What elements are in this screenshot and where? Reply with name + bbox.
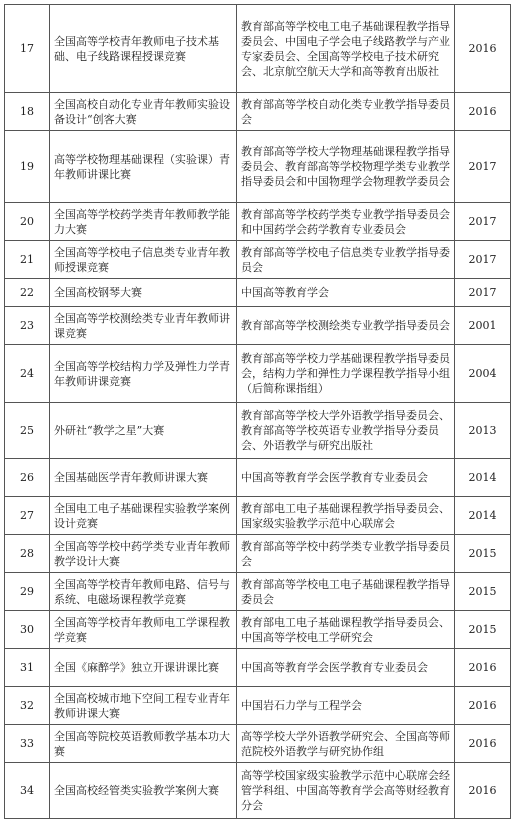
competition-name: 全国高等学校中药学类专业青年教师教学设计大赛: [50, 535, 237, 573]
start-year: 2015: [455, 611, 511, 649]
organizer: 教育部高等学校测绘类专业教学指导委员会: [237, 307, 455, 345]
row-number: 32: [5, 687, 50, 725]
start-year: 2015: [455, 573, 511, 611]
start-year: 2014: [455, 497, 511, 535]
competition-name: 全国高等学校药学类青年教师教学能力大赛: [50, 203, 237, 241]
competition-name: 全国高等院校英语教师教学基本功大赛: [50, 725, 237, 763]
row-number: 21: [5, 241, 50, 279]
organizer: 教育部高等学校中药学类专业教学指导委员会: [237, 535, 455, 573]
start-year: 2016: [455, 725, 511, 763]
organizer: 教育部高等学校大学物理基础课程教学指导委员会、教育部高等学校物理学类专业教学指导委员会和中国物理学会物理教学委员会: [237, 131, 455, 203]
competition-name: 全国基础医学青年教师讲课大赛: [50, 459, 237, 497]
row-number: 23: [5, 307, 50, 345]
start-year: 2017: [455, 279, 511, 307]
table-row: [5, 241, 511, 279]
table-row: [5, 5, 511, 93]
table-row: [5, 203, 511, 241]
table-row: [5, 687, 511, 725]
table-row: [5, 535, 511, 573]
row-number: 17: [5, 5, 50, 93]
row-number: 19: [5, 131, 50, 203]
table-row: [5, 763, 511, 819]
organizer: 教育部电工电子基础课程教学指导委员会、中国高等学校电工学研究会: [237, 611, 455, 649]
start-year: 2013: [455, 403, 511, 459]
competition-name: 高等学校物理基础课程（实验课）青年教师讲课比赛: [50, 131, 237, 203]
competition-name: 全国高校城市地下空间工程专业青年教师讲课大赛: [50, 687, 237, 725]
organizer: 教育部高等学校电子信息类专业教学指导委员会: [237, 241, 455, 279]
row-number: 24: [5, 345, 50, 403]
start-year: 2017: [455, 203, 511, 241]
start-year: 2004: [455, 345, 511, 403]
competition-name: 全国高等学校电子信息类专业青年教师授课竞赛: [50, 241, 237, 279]
organizer: 教育部电工电子基础课程教学指导委员会、国家级实验教学示范中心联席会: [237, 497, 455, 535]
row-number: 34: [5, 763, 50, 819]
organizer: 教育部高等学校电工电子基础课程教学指导委员会、中国电子学会电子线路教学与产业专家委员会、全国高等学校电子技术研究会、北京航空航天大学和高等教育出版社: [237, 5, 455, 93]
table-row: [5, 649, 511, 687]
table-row: [5, 497, 511, 535]
competition-name: 全国高等学校青年教师电路、信号与系统、电磁场课程教学竞赛: [50, 573, 237, 611]
table-row: [5, 403, 511, 459]
table-row: [5, 93, 511, 131]
row-number: 27: [5, 497, 50, 535]
start-year: 2016: [455, 649, 511, 687]
competition-name: 全国高等学校青年教师电子技术基础、电子线路课程授课竞赛: [50, 5, 237, 93]
table-row: [5, 611, 511, 649]
competition-table: [4, 4, 511, 819]
organizer: 中国高等教育学会医学教育专业委员会: [237, 459, 455, 497]
start-year: 2001: [455, 307, 511, 345]
organizer: 中国岩石力学与工程学会: [237, 687, 455, 725]
start-year: 2014: [455, 459, 511, 497]
competition-name: 外研社“教学之星”大赛: [50, 403, 237, 459]
organizer: 教育部高等学校自动化类专业教学指导委员会: [237, 93, 455, 131]
organizer: 高等学校大学外语教学研究会、全国高等师范院校外语教学与研究协作组: [237, 725, 455, 763]
row-number: 18: [5, 93, 50, 131]
start-year: 2017: [455, 241, 511, 279]
organizer: 中国高等教育学会: [237, 279, 455, 307]
row-number: 20: [5, 203, 50, 241]
start-year: 2017: [455, 131, 511, 203]
competition-name: 全国高校钢琴大赛: [50, 279, 237, 307]
organizer: 中国高等教育学会医学教育专业委员会: [237, 649, 455, 687]
organizer: 高等学校国家级实验教学示范中心联席会经管学科组、中国高等教育学会高等财经教育分会: [237, 763, 455, 819]
row-number: 26: [5, 459, 50, 497]
organizer: 教育部高等学校电工电子基础课程教学指导委员会: [237, 573, 455, 611]
start-year: 2015: [455, 535, 511, 573]
table-row: [5, 459, 511, 497]
row-number: 33: [5, 725, 50, 763]
competition-name: 全国高等学校青年教师电工学课程教学竞赛: [50, 611, 237, 649]
table-row: [5, 307, 511, 345]
row-number: 31: [5, 649, 50, 687]
competition-name: 全国高等学校结构力学及弹性力学青年教师讲课竞赛: [50, 345, 237, 403]
table-row: [5, 725, 511, 763]
start-year: 2016: [455, 763, 511, 819]
start-year: 2016: [455, 687, 511, 725]
competition-name: 全国高校经管类实验教学案例大赛: [50, 763, 237, 819]
table-row: [5, 279, 511, 307]
organizer: 教育部高等学校力学基础课程教学指导委员会，结构力学和弹性力学课程教学指导小组（后简称课指组）: [237, 345, 455, 403]
table-row: [5, 345, 511, 403]
row-number: 28: [5, 535, 50, 573]
table-row: [5, 573, 511, 611]
row-number: 25: [5, 403, 50, 459]
start-year: 2016: [455, 5, 511, 93]
row-number: 29: [5, 573, 50, 611]
competition-table-sheet: [4, 4, 510, 819]
row-number: 22: [5, 279, 50, 307]
row-number: 30: [5, 611, 50, 649]
competition-name: 全国高校自动化专业青年教师实验设备设计“创客大赛: [50, 93, 237, 131]
organizer: 教育部高等学校大学外语教学指导委员会、教育部高等学校英语专业教学指导分委员会、外语教学与研究出版社: [237, 403, 455, 459]
table-row: [5, 131, 511, 203]
competition-name: 全国《麻醉学》独立开课讲课比赛: [50, 649, 237, 687]
competition-name: 全国高等学校测绘类专业青年教师讲课竞赛: [50, 307, 237, 345]
competition-name: 全国电工电子基础课程实验教学案例设计竞赛: [50, 497, 237, 535]
organizer: 教育部高等学校药学类专业教学指导委员会和中国药学会药学教育专业委员会: [237, 203, 455, 241]
start-year: 2016: [455, 93, 511, 131]
competition-table-body: [5, 5, 511, 819]
